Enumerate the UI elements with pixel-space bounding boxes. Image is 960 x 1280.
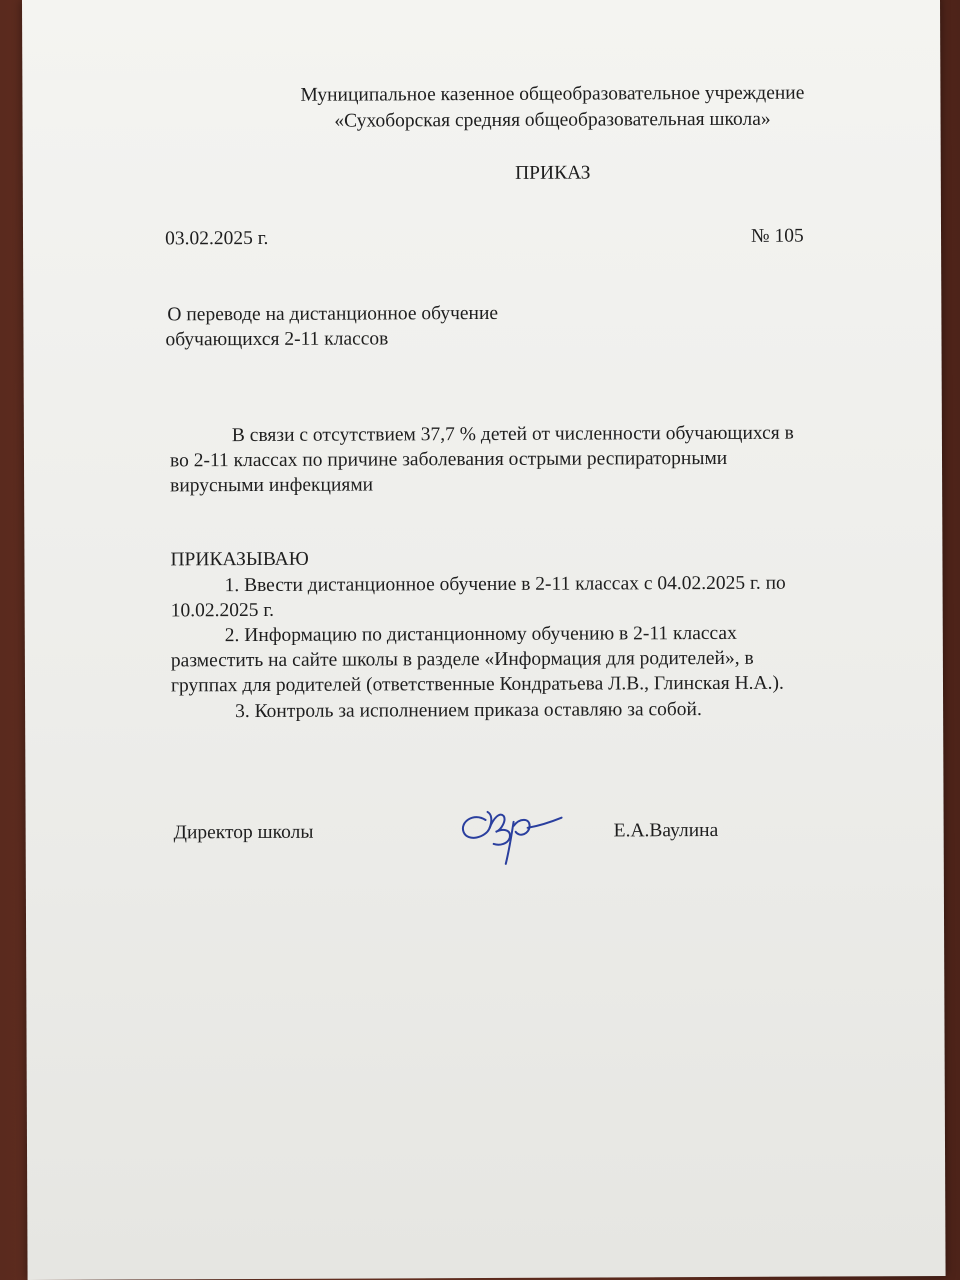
document-sheet bbox=[22, 0, 946, 1280]
order-item-2-line-2: разместить на сайте школы в разделе «Информация для родителей», в bbox=[170, 647, 754, 672]
order-item-1-line-2: 10.02.2025 г. bbox=[170, 599, 275, 622]
preamble-line-1: В связи с отсутствием 37,7 % детей от численности обучающихся в bbox=[231, 422, 794, 447]
subject-line-2: обучающихся 2-11 классов bbox=[165, 328, 389, 351]
order-item-3-line-1: 3. Контроль за исполнением приказа оставляю за собой. bbox=[235, 699, 702, 723]
order-item-2-line-1: 2. Информацию по дистанционному обучению в 2-11 классах bbox=[224, 622, 737, 647]
preamble-line-2: во 2-11 классах по причине заболевания острыми респираторными bbox=[169, 447, 728, 472]
preamble-line-3: вирусными инфекциями bbox=[170, 474, 374, 497]
document-number: № 105 bbox=[750, 225, 804, 247]
handwritten-signature bbox=[455, 798, 565, 868]
order-item-2-line-3: группах для родителей (ответственные Кондратьева Л.В., Глинская Н.А.). bbox=[170, 672, 784, 697]
order-item-1-line-1: 1. Ввести дистанционное обучение в 2-11 классах с 04.02.2025 г. по bbox=[224, 572, 786, 597]
signatory-name: Е.А.Ваулина bbox=[613, 819, 719, 842]
organization-name-line-2: «Сухоборская средняя общеобразовательная школа» bbox=[334, 108, 771, 132]
organization-name-line-1: Муниципальное казенное общеобразовательное учреждение bbox=[300, 82, 805, 106]
document-date: 03.02.2025 г. bbox=[164, 227, 269, 250]
order-heading: ПРИКАЗЫВАЮ bbox=[170, 548, 309, 571]
signatory-position: Директор школы bbox=[173, 821, 314, 844]
subject-line-1: О переводе на дистанционное обучение bbox=[167, 302, 499, 326]
document-title: ПРИКАЗ bbox=[515, 162, 591, 184]
